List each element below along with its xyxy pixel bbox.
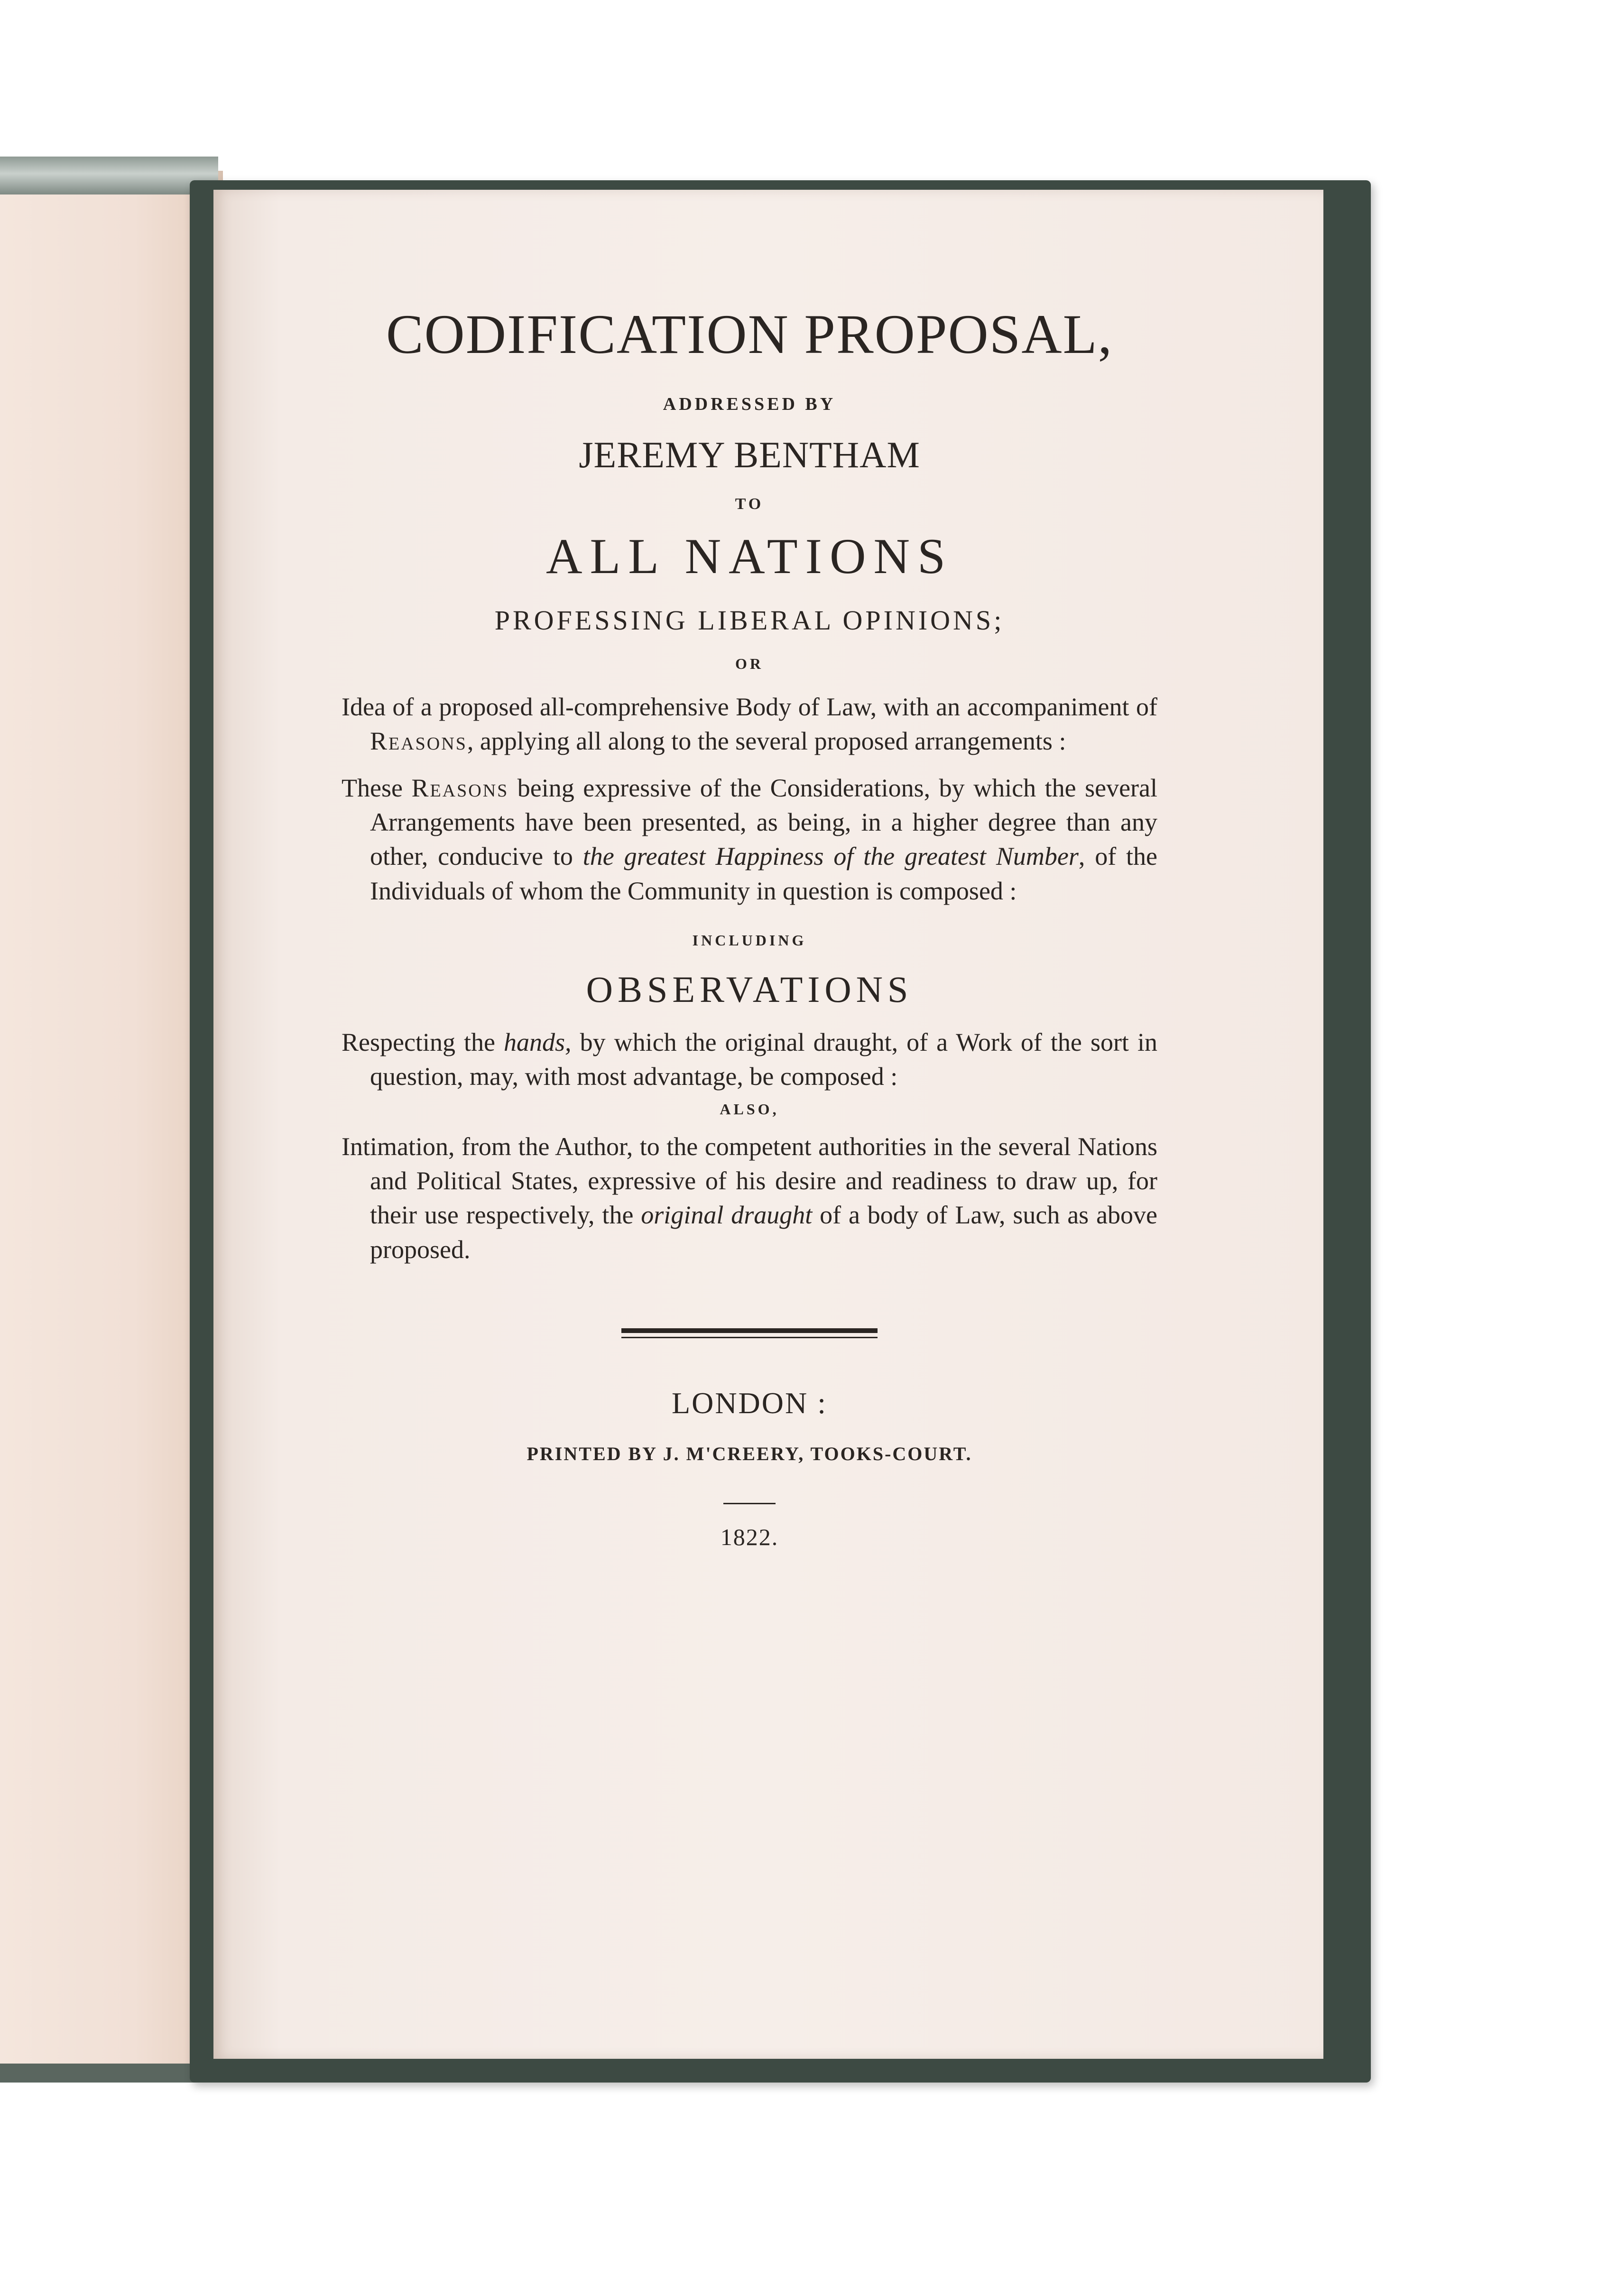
paragraph-intimation-text-a: Intimation, from the Author, to the competent authorities in the several Nations and Political States, expressive of his desire and readiness to draw up, for their use respectively, the: [342, 1132, 1157, 1230]
addressed-by-line: ADDRESSED BY: [663, 394, 836, 414]
paragraph-respecting-text-a: Respecting the: [342, 1028, 504, 1056]
spine-ribbon: [0, 157, 218, 194]
paragraph-reasons-text-c: , of the Individuals of whom the Community in question is composed :: [370, 842, 1158, 905]
thin-rule: [621, 1337, 878, 1338]
observations-heading: OBSERVATIONS: [586, 968, 913, 1010]
greatest-happiness-phrase: the greatest Happiness of the greatest Number: [582, 842, 1079, 871]
paragraph-reasons-text-a: These: [342, 773, 412, 802]
including-line: INCLUDING: [692, 931, 807, 949]
paragraph-reasons: [342, 771, 1157, 908]
paragraph-intimation: [342, 1129, 1157, 1267]
title-page-content: [342, 304, 1157, 1551]
hands-word: hands,: [504, 1028, 572, 1056]
paragraph-idea-text-a: Idea of a proposed all-comprehensive Body of Law, with an accompaniment of: [342, 692, 1157, 721]
or-line: OR: [735, 655, 764, 672]
thick-rule: [621, 1328, 878, 1333]
publication-year: 1822.: [720, 1524, 779, 1551]
paragraph-idea: [342, 690, 1157, 759]
paragraph-reasons-text-b: being expressive of the Considerations, by which the several Arrangements have been presented, as being, in a higher degree than any other, conducive to: [370, 773, 1157, 871]
paragraph-respecting-text-b: by which the original draught, of a Work of the sort in question, may, with most advantage, be composed :: [370, 1028, 1157, 1091]
paragraph-idea-text-b: , applying all along to the several proposed arrangements :: [467, 727, 1066, 756]
original-draught-phrase: original draught: [641, 1201, 813, 1230]
all-nations-heading: ALL NATIONS: [545, 528, 953, 584]
short-rule: [723, 1503, 776, 1504]
reasons-term: Reasons: [411, 773, 509, 802]
paragraph-respecting: [342, 1025, 1157, 1094]
also-line: ALSO,: [720, 1100, 779, 1118]
bottom-cloth-edge: [0, 2064, 218, 2083]
paragraph-intimation-text-b: of a body of Law, such as above proposed.: [370, 1201, 1158, 1264]
printer-line: PRINTED BY J. M'CREERY, TOOKS-COURT.: [527, 1443, 972, 1465]
reasons-term: Reasons: [370, 727, 467, 756]
book-title: CODIFICATION PROPOSAL,: [386, 303, 1113, 365]
professing-line: PROFESSING LIBERAL OPINIONS;: [494, 604, 1005, 636]
imprint-city: LONDON :: [672, 1386, 827, 1420]
double-rule: [342, 1328, 1157, 1338]
author-name: JEREMY BENTHAM: [579, 434, 920, 475]
to-line: TO: [735, 495, 764, 513]
title-page: [213, 190, 1323, 2059]
